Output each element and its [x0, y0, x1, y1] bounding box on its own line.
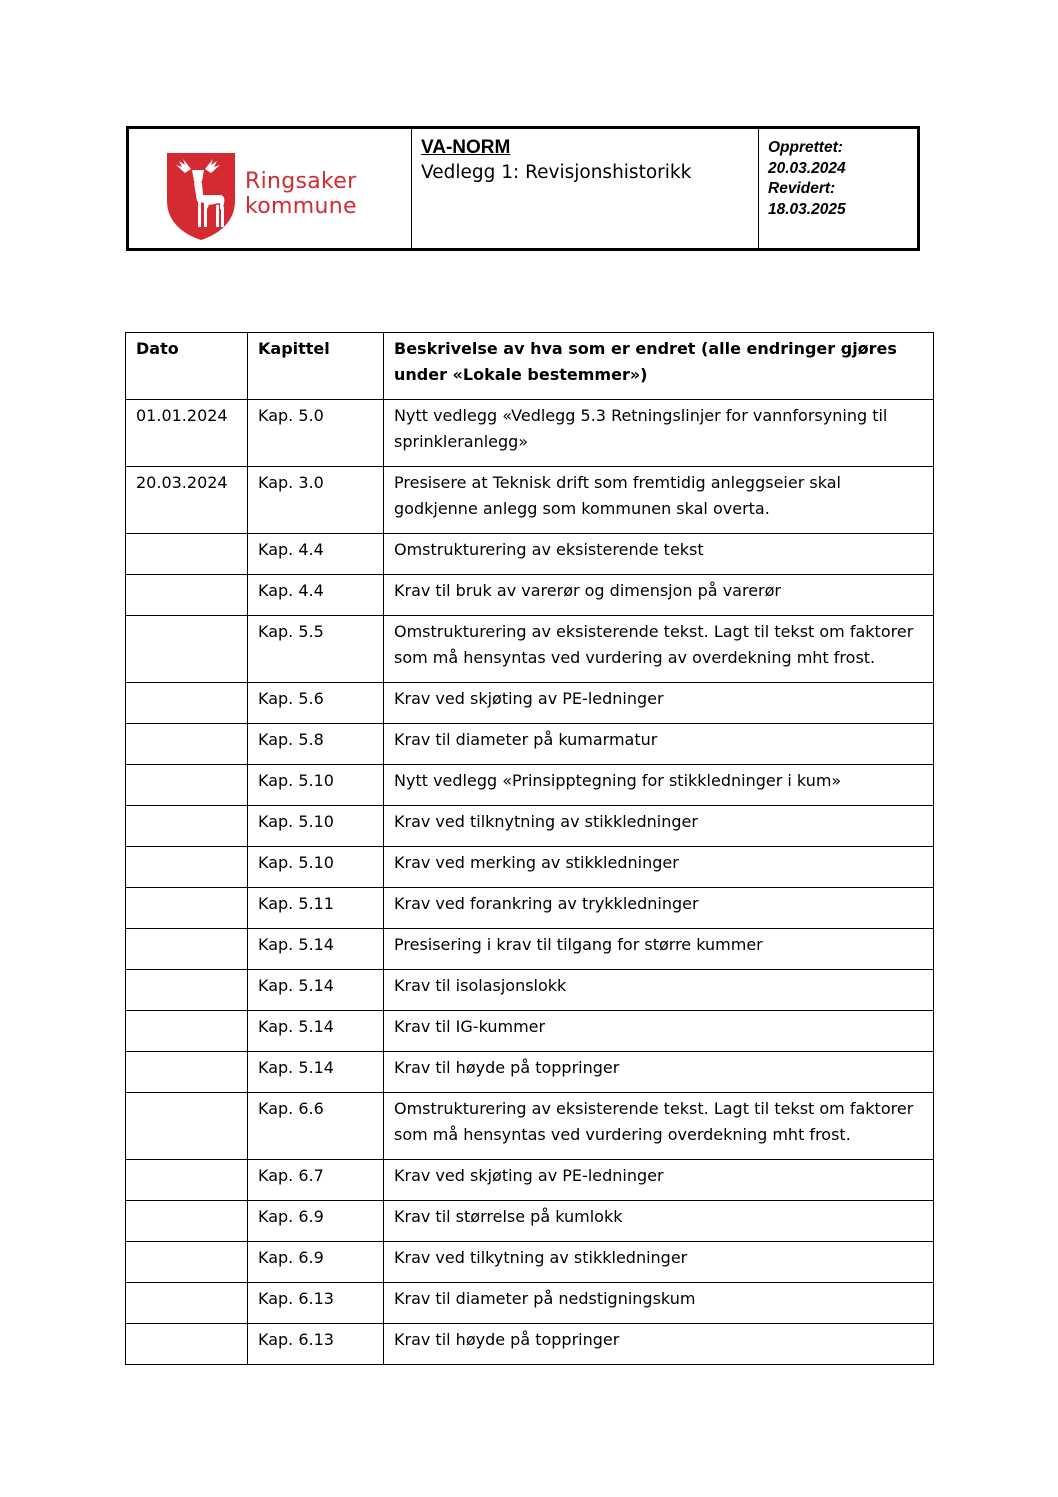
table-row: [126, 765, 934, 806]
cell-date: [126, 1242, 248, 1283]
table-row: [126, 1011, 934, 1052]
cell-date: [126, 806, 248, 847]
cell-chapter: Kap. 3.0: [248, 467, 384, 534]
cell-description: Nytt vedlegg «Vedlegg 5.3 Retningslinjer for vannforsyning til sprinkleranlegg»: [384, 400, 934, 467]
revised-date: 18.03.2025: [768, 200, 846, 218]
cell-description: Krav til diameter på kumarmatur: [384, 724, 934, 765]
document-title: VA-NORM: [421, 137, 511, 158]
cell-description: Krav til IG-kummer: [384, 1011, 934, 1052]
cell-chapter: Kap. 5.5: [248, 616, 384, 683]
cell-description: Presisere at Teknisk drift som fremtidig anleggseier skal godkjenne anlegg som kommunen skal overta.: [384, 467, 934, 534]
cell-date: [126, 575, 248, 616]
moose-shield-icon: [165, 151, 237, 241]
cell-chapter: Kap. 5.8: [248, 724, 384, 765]
cell-description: Omstrukturering av eksisterende tekst. Lagt til tekst om faktorer som må hensyntas ved vurdering av overdekning mht frost.: [384, 616, 934, 683]
cell-date: [126, 929, 248, 970]
cell-date: [126, 765, 248, 806]
cell-date: [126, 1160, 248, 1201]
cell-chapter: Kap. 5.10: [248, 847, 384, 888]
logo-cell: [129, 129, 412, 248]
cell-chapter: Kap. 5.11: [248, 888, 384, 929]
cell-date: [126, 1324, 248, 1365]
revision-table: [125, 332, 934, 1365]
cell-date: 01.01.2024: [126, 400, 248, 467]
table-row: [126, 1093, 934, 1160]
cell-chapter: Kap. 6.6: [248, 1093, 384, 1160]
cell-description: Krav ved forankring av trykkledninger: [384, 888, 934, 929]
cell-description: Omstrukturering av eksisterende tekst. Lagt til tekst om faktorer som må hensyntas ved vurdering overdekning mht frost.: [384, 1093, 934, 1160]
cell-date: [126, 724, 248, 765]
cell-description: Presisering i krav til tilgang for større kummer: [384, 929, 934, 970]
table-row: [126, 616, 934, 683]
cell-chapter: Kap. 5.10: [248, 806, 384, 847]
cell-chapter: Kap. 6.9: [248, 1201, 384, 1242]
table-row: [126, 1242, 934, 1283]
cell-chapter: Kap. 5.14: [248, 970, 384, 1011]
table-row: [126, 724, 934, 765]
cell-date: [126, 1011, 248, 1052]
table-row: [126, 806, 934, 847]
table-row: [126, 534, 934, 575]
cell-description: Krav til høyde på toppringer: [384, 1052, 934, 1093]
table-row: [126, 929, 934, 970]
cell-chapter: Kap. 6.13: [248, 1324, 384, 1365]
cell-chapter: Kap. 4.4: [248, 534, 384, 575]
table-row: [126, 970, 934, 1011]
meta-cell: [759, 129, 917, 248]
table-row: [126, 1201, 934, 1242]
column-header-date: Dato: [126, 333, 248, 400]
cell-date: [126, 1283, 248, 1324]
cell-description: Krav til størrelse på kumlokk: [384, 1201, 934, 1242]
cell-date: [126, 1052, 248, 1093]
cell-description: Krav til høyde på toppringer: [384, 1324, 934, 1365]
cell-date: [126, 1201, 248, 1242]
cell-description: Krav ved skjøting av PE-ledninger: [384, 1160, 934, 1201]
cell-description: Krav til bruk av varerør og dimensjon på varerør: [384, 575, 934, 616]
cell-chapter: Kap. 5.0: [248, 400, 384, 467]
cell-chapter: Kap. 5.14: [248, 929, 384, 970]
table-header-row: [126, 333, 934, 400]
cell-date: [126, 847, 248, 888]
document-subtitle: Vedlegg 1: Revisjonshistorikk: [421, 162, 692, 183]
table-row: [126, 467, 934, 534]
table-row: [126, 1283, 934, 1324]
table-row: [126, 575, 934, 616]
cell-chapter: Kap. 6.9: [248, 1242, 384, 1283]
table-row: [126, 888, 934, 929]
logo-line-2: kommune: [245, 194, 357, 219]
cell-date: [126, 616, 248, 683]
cell-chapter: Kap. 5.14: [248, 1052, 384, 1093]
cell-date: 20.03.2024: [126, 467, 248, 534]
cell-description: Krav ved tilknytning av stikkledninger: [384, 806, 934, 847]
cell-description: Krav ved tilkytning av stikkledninger: [384, 1242, 934, 1283]
cell-date: [126, 1093, 248, 1160]
table-row: [126, 1160, 934, 1201]
table-row: [126, 1052, 934, 1093]
cell-chapter: Kap. 5.14: [248, 1011, 384, 1052]
title-cell: [412, 129, 759, 248]
table-row: [126, 1324, 934, 1365]
cell-description: Krav ved skjøting av PE-ledninger: [384, 683, 934, 724]
cell-description: Omstrukturering av eksisterende tekst: [384, 534, 934, 575]
cell-chapter: Kap. 6.13: [248, 1283, 384, 1324]
table-row: [126, 847, 934, 888]
table-row: [126, 400, 934, 467]
cell-date: [126, 970, 248, 1011]
logo-line-1: Ringsaker: [245, 169, 357, 194]
column-header-chapter: Kapittel: [248, 333, 384, 400]
created-date: 20.03.2024: [768, 159, 846, 177]
cell-chapter: Kap. 5.6: [248, 683, 384, 724]
cell-date: [126, 534, 248, 575]
revised-label: Revidert:: [768, 180, 836, 197]
cell-date: [126, 888, 248, 929]
document-header: [126, 126, 920, 251]
column-header-description: Beskrivelse av hva som er endret (alle endringer gjøres under «Lokale bestemmer»): [384, 333, 934, 400]
cell-description: Krav til diameter på nedstigningskum: [384, 1283, 934, 1324]
cell-description: Krav ved merking av stikkledninger: [384, 847, 934, 888]
cell-chapter: Kap. 6.7: [248, 1160, 384, 1201]
cell-description: Nytt vedlegg «Prinsipptegning for stikkledninger i kum»: [384, 765, 934, 806]
created-label: Opprettet:: [768, 139, 843, 156]
cell-date: [126, 683, 248, 724]
logo-wordmark: [245, 169, 357, 219]
cell-chapter: Kap. 4.4: [248, 575, 384, 616]
cell-description: Krav til isolasjonslokk: [384, 970, 934, 1011]
cell-chapter: Kap. 5.10: [248, 765, 384, 806]
table-row: [126, 683, 934, 724]
